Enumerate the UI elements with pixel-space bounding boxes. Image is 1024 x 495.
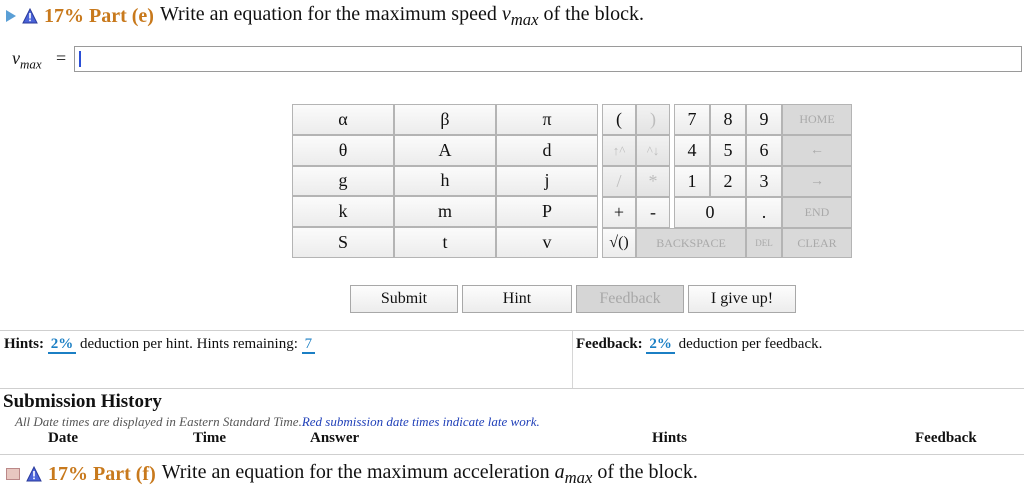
- collapse-icon[interactable]: [6, 468, 20, 480]
- hints-text: deduction per hint. Hints remaining:: [80, 336, 298, 352]
- feedback-percent: 2%: [646, 336, 675, 354]
- col-date: Date: [48, 430, 78, 446]
- key-j[interactable]: j: [496, 166, 598, 197]
- feedback-info: [576, 336, 822, 353]
- answer-label-main: v: [12, 48, 20, 68]
- part-e-variable: [501, 2, 539, 29]
- key-left-arrow: ←: [782, 135, 852, 166]
- key-multiply: *: [636, 166, 670, 197]
- col-feedback: Feedback: [915, 430, 977, 446]
- key-m[interactable]: m: [394, 196, 496, 227]
- part-f-text-before: Write an equation for the maximum acceleration: [161, 460, 550, 483]
- timezone-note-text: All Date times are displayed in Eastern Standard Time.: [15, 414, 302, 429]
- feedback-text: deduction per feedback.: [678, 336, 823, 352]
- hints-percent: 2%: [48, 336, 77, 354]
- part-e-text-before: Write an equation for the maximum speed: [159, 2, 497, 25]
- key-divide: /: [602, 166, 636, 197]
- expand-triangle-icon[interactable]: [6, 10, 16, 22]
- col-time: Time: [193, 430, 227, 446]
- key-k[interactable]: k: [292, 196, 394, 227]
- divider-history: [0, 454, 1024, 455]
- key-pi[interactable]: π: [496, 104, 598, 135]
- key-home: HOME: [782, 104, 852, 135]
- answer-input[interactable]: [74, 46, 1022, 72]
- answer-label: [12, 48, 42, 73]
- part-e-title: [160, 3, 644, 30]
- hints-remaining: 7: [302, 336, 316, 354]
- feedback-label: Feedback:: [576, 336, 643, 352]
- key-S[interactable]: S: [292, 227, 394, 258]
- key-5[interactable]: 5: [710, 135, 746, 166]
- key-alpha[interactable]: α: [292, 104, 394, 135]
- hint-button[interactable]: Hint: [462, 285, 572, 313]
- key-3[interactable]: 3: [746, 166, 782, 197]
- key-backspace: BACKSPACE: [636, 228, 746, 258]
- key-decimal[interactable]: .: [746, 197, 782, 228]
- key-2[interactable]: 2: [710, 166, 746, 197]
- key-minus[interactable]: -: [636, 197, 670, 228]
- warning-icon: [22, 8, 38, 24]
- part-f-var-main: a: [554, 460, 565, 483]
- col-answer: Answer: [310, 430, 360, 446]
- part-f-header: [6, 460, 698, 488]
- part-e-header: [6, 3, 644, 29]
- key-g[interactable]: g: [292, 166, 394, 197]
- numeric-keypad: [602, 104, 852, 258]
- key-1[interactable]: 1: [674, 166, 710, 197]
- part-f-text-after: of the block.: [597, 460, 698, 483]
- part-f-variable: [554, 460, 593, 487]
- key-theta[interactable]: θ: [292, 135, 394, 166]
- key-right-arrow: →: [782, 166, 852, 197]
- column-divider: [572, 331, 573, 388]
- variable-keypad: [292, 104, 598, 258]
- key-P[interactable]: P: [496, 196, 598, 227]
- key-sqrt[interactable]: √(): [602, 228, 636, 258]
- key-d[interactable]: d: [496, 135, 598, 166]
- part-e-var-sub: max: [510, 9, 539, 29]
- key-7[interactable]: 7: [674, 104, 710, 135]
- key-v[interactable]: v: [496, 227, 598, 258]
- key-delete: DEL: [746, 228, 782, 258]
- part-f-percent: 17% Part (f): [48, 462, 156, 485]
- part-e-text-after: of the block.: [543, 2, 644, 25]
- key-0[interactable]: 0: [674, 197, 746, 228]
- hints-info: [4, 336, 315, 353]
- key-beta[interactable]: β: [394, 104, 496, 135]
- hints-label: Hints:: [4, 336, 45, 352]
- key-9[interactable]: 9: [746, 104, 782, 135]
- key-8[interactable]: 8: [710, 104, 746, 135]
- submit-button[interactable]: Submit: [350, 285, 458, 313]
- submission-history-title: Submission History: [3, 391, 162, 412]
- key-superscript-down: ^↓: [636, 135, 670, 166]
- key-6[interactable]: 6: [746, 135, 782, 166]
- part-f-var-sub: max: [564, 467, 593, 487]
- divider-top: [0, 330, 1024, 331]
- key-t[interactable]: t: [394, 227, 496, 258]
- late-work-note: Red submission date times indicate late work.: [301, 414, 540, 429]
- answer-label-sub: max: [20, 56, 42, 72]
- warning-icon: [26, 466, 42, 482]
- divider-bottom: [0, 388, 1024, 389]
- key-plus[interactable]: +: [602, 197, 636, 228]
- key-A[interactable]: A: [394, 135, 496, 166]
- key-4[interactable]: 4: [674, 135, 710, 166]
- give-up-button[interactable]: I give up!: [688, 285, 796, 313]
- key-superscript-up: ↑^: [602, 135, 636, 166]
- key-open-paren[interactable]: (: [602, 104, 636, 135]
- key-close-paren: ): [636, 104, 670, 135]
- key-end: END: [782, 197, 852, 228]
- equals-sign: =: [56, 48, 67, 68]
- text-caret: [79, 51, 81, 67]
- key-h[interactable]: h: [394, 166, 496, 197]
- key-clear: CLEAR: [782, 228, 852, 258]
- part-f-title: [162, 461, 698, 488]
- timezone-note: [15, 414, 540, 430]
- feedback-button: Feedback: [576, 285, 684, 313]
- col-hints: Hints: [652, 430, 688, 446]
- part-e-var-main: v: [501, 2, 511, 25]
- part-e-percent: 17% Part (e): [44, 4, 154, 27]
